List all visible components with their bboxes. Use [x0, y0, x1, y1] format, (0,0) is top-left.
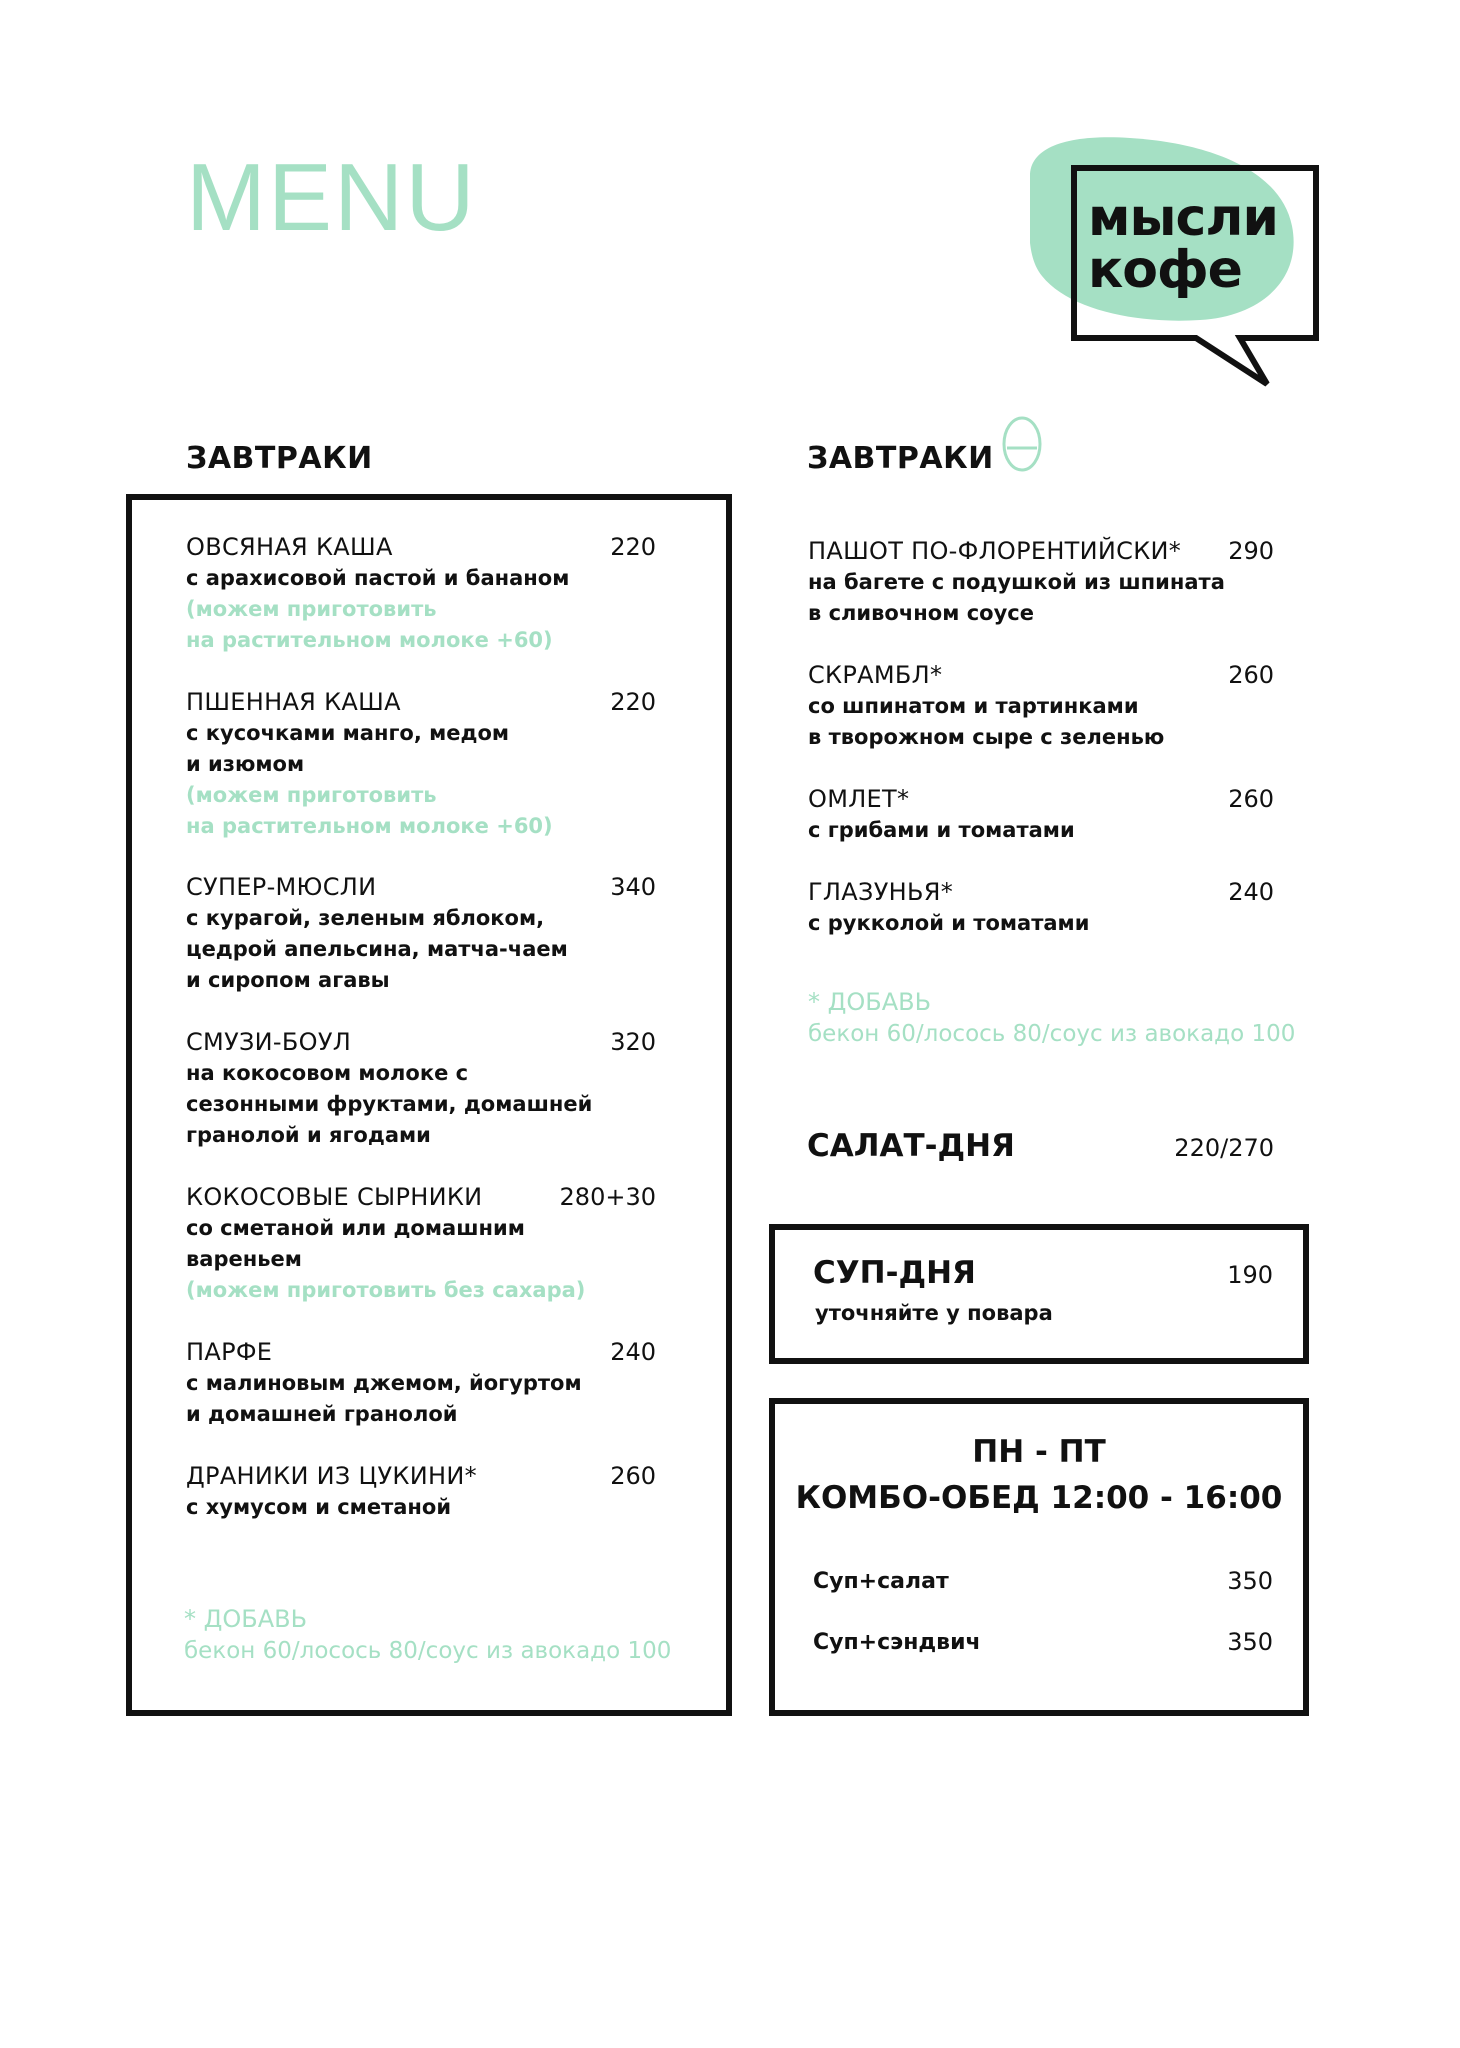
item-desc: с хумусом и сметаной [186, 1495, 452, 1519]
item-price: 290 [1228, 537, 1274, 565]
salad-price: 220/270 [1174, 1134, 1274, 1162]
item-price: 320 [610, 1028, 656, 1056]
item-name: ОМЛЕТ* [808, 785, 910, 813]
menu-item [186, 1027, 592, 1151]
item-name: ПАРФЕ [186, 1338, 273, 1366]
item-desc: с арахисовой пастой и бананом [186, 566, 570, 590]
item-name: ДРАНИКИ ИЗ ЦУКИНИ* [186, 1462, 477, 1490]
combo-days: ПН - ПТ [972, 1434, 1106, 1470]
item-price: 260 [610, 1462, 656, 1490]
item-note: (можем приготовить [186, 597, 437, 621]
soup-price: 190 [1227, 1261, 1273, 1289]
addon-text: бекон 60/лосось 80/соус из авокадо 100 [808, 1021, 1296, 1047]
right-section-heading: ЗАВТРАКИ [807, 441, 994, 476]
item-note: (можем приготовить [186, 783, 437, 807]
item-price: 220 [610, 533, 656, 561]
item-desc: с рукколой и томатами [808, 911, 1090, 935]
item-note: на растительном молоке +60) [186, 814, 553, 838]
logo-text [1088, 188, 1278, 300]
item-name: ОВСЯНАЯ КАША [186, 533, 393, 561]
item-desc: в творожном сыре с зеленью [808, 725, 1165, 749]
item-name: ПАШОТ ПО-ФЛОРЕНТИЙСКИ* [808, 537, 1182, 565]
combo-box [769, 1398, 1309, 1716]
soup-desc: уточняйте у повара [815, 1301, 1053, 1325]
item-desc: с малиновым джемом, йогуртом [186, 1371, 582, 1395]
item-desc: вареньем [186, 1247, 302, 1271]
addon-text: бекон 60/лосось 80/соус из авокадо 100 [184, 1638, 672, 1664]
menu-item [186, 532, 569, 656]
combo-title: КОМБО-ОБЕД 12:00 - 16:00 [795, 1480, 1283, 1516]
egg-icon [1000, 412, 1044, 474]
item-desc: и домашней гранолой [186, 1402, 458, 1426]
item-desc: и изюмом [186, 752, 305, 776]
item-name: ГЛАЗУНЬЯ* [808, 878, 954, 906]
item-desc: и сиропом агавы [186, 968, 390, 992]
item-desc: с кусочками манго, медом [186, 721, 510, 745]
item-note: на растительном молоке +60) [186, 628, 553, 652]
item-price: 340 [610, 873, 656, 901]
addon-block [184, 1603, 671, 1667]
item-desc: на кокосовом молоке с [186, 1061, 469, 1085]
combo-item-name: Суп+сэндвич [813, 1630, 981, 1655]
soup-box [769, 1224, 1309, 1364]
item-name: СУПЕР-МЮСЛИ [186, 873, 377, 901]
menu-item [808, 536, 1225, 629]
addon-block [808, 986, 1295, 1050]
item-desc: в сливочном соусе [808, 601, 1034, 625]
menu-item [186, 1461, 477, 1523]
item-desc: цедрой апельсина, матча-чаем [186, 937, 568, 961]
item-price: 280+30 [559, 1183, 656, 1211]
salad-title: САЛАТ-ДНЯ [807, 1128, 1015, 1164]
item-note: (можем приготовить без сахара) [186, 1278, 586, 1302]
combo-item-name: Суп+салат [813, 1569, 949, 1594]
item-name: СМУЗИ-БОУЛ [186, 1028, 352, 1056]
item-name: ПШЕННАЯ КАША [186, 688, 401, 716]
item-price: 260 [1228, 785, 1274, 813]
item-price: 240 [610, 1338, 656, 1366]
combo-item-price: 350 [1227, 1628, 1273, 1656]
item-desc: со шпинатом и тартинками [808, 694, 1139, 718]
item-name: СКРАМБЛ* [808, 661, 943, 689]
addon-label: * ДОБАВЬ [184, 1605, 308, 1633]
menu-item [186, 872, 568, 996]
menu-item [808, 660, 1164, 753]
item-desc: на багете с подушкой из шпината [808, 570, 1225, 594]
item-price: 240 [1228, 878, 1274, 906]
addon-label: * ДОБАВЬ [808, 988, 932, 1016]
menu-item [186, 1337, 582, 1430]
item-price: 260 [1228, 661, 1274, 689]
menu-item [808, 784, 1075, 846]
logo [1030, 136, 1320, 396]
item-desc: сезонными фруктами, домашней [186, 1092, 593, 1116]
item-desc: с грибами и томатами [808, 818, 1075, 842]
item-price: 220 [610, 688, 656, 716]
menu-item [186, 1182, 585, 1306]
combo-item-price: 350 [1227, 1567, 1273, 1595]
left-section-heading: ЗАВТРАКИ [186, 441, 373, 476]
menu-title: MENU [186, 144, 477, 251]
soup-title: СУП-ДНЯ [813, 1255, 976, 1291]
logo-line-2: кофе [1088, 240, 1242, 300]
logo-line-1: мысли [1088, 188, 1278, 248]
item-desc: с курагой, зеленым яблоком, [186, 906, 545, 930]
item-name: КОКОСОВЫЕ СЫРНИКИ [186, 1183, 483, 1211]
menu-item [186, 687, 553, 842]
menu-item [808, 877, 1089, 939]
item-desc: со сметаной или домашним [186, 1216, 525, 1240]
item-desc: гранолой и ягодами [186, 1123, 431, 1147]
left-menu-box [126, 494, 732, 1716]
